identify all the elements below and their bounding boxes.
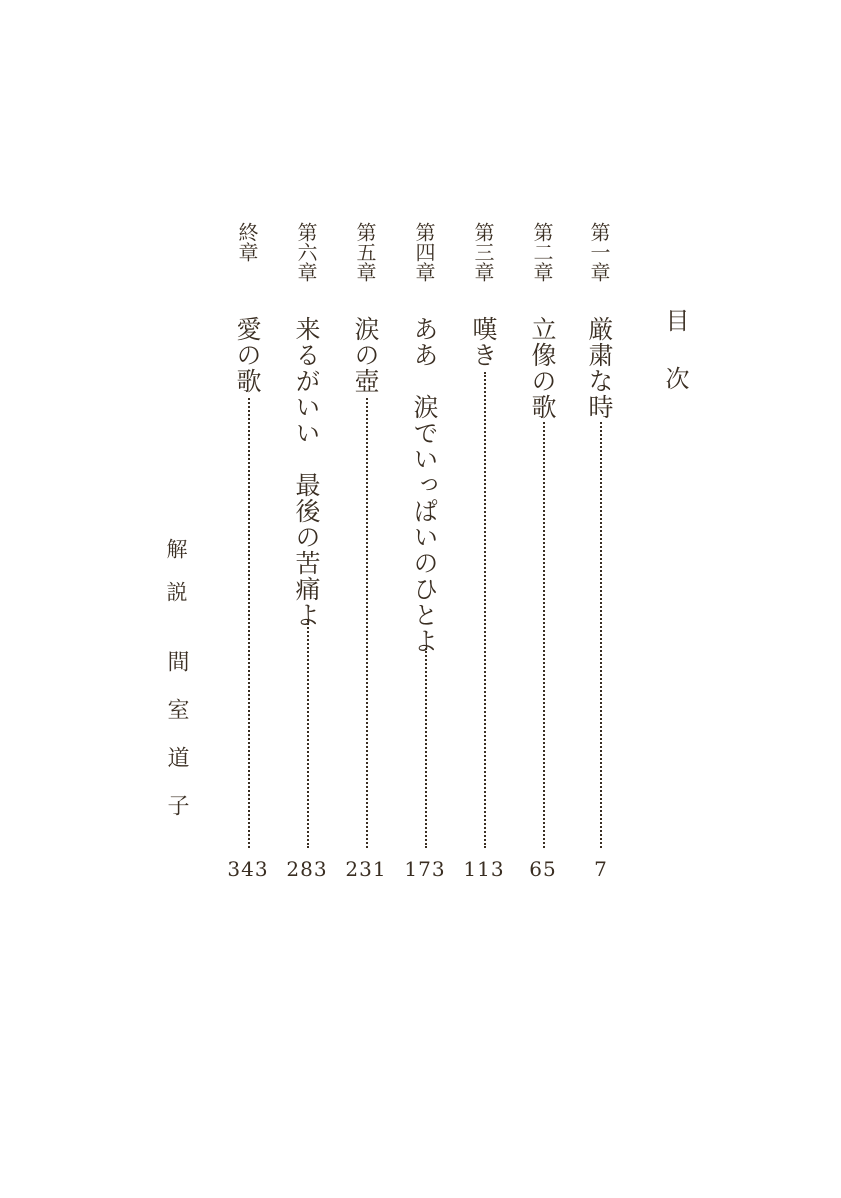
page-number: 173 [404,857,446,881]
chapter-title: 来るがいい 最後の苦痛よ [292,316,321,628]
dot-leader [366,398,368,848]
dot-leader [484,372,486,848]
dot-leader [425,648,427,848]
chapter-number: 第二章 [530,222,554,282]
chapter-number: 第三章 [471,222,495,282]
chapter-title: 愛の歌 [233,316,262,394]
page-number: 65 [529,857,557,881]
chapter-number: 第五章 [353,222,377,282]
page-number: 231 [345,857,387,881]
page-number: 343 [227,857,269,881]
toc-title: 目次 [661,308,689,424]
dot-leader [307,620,309,848]
chapter-title: 嘆き [469,316,498,368]
dot-leader [600,422,602,848]
chapter-title: 立像の歌 [528,316,557,420]
chapter-number: 第四章 [412,222,436,282]
chapter-title: 厳粛な時 [585,316,614,420]
page-number: 113 [463,857,505,881]
chapter-number: 第六章 [294,222,318,282]
chapter-title: ああ 涙でいっぱいのひとよ [410,316,439,654]
commentary-author: 間室道子 [164,650,189,842]
page-number: 7 [594,857,608,881]
dot-leader [543,422,545,848]
page-number: 283 [286,857,328,881]
commentary-label: 解説 [164,538,188,624]
chapter-title: 涙の壺 [351,316,380,394]
dot-leader [248,398,250,848]
chapter-number: 終章 [235,222,259,262]
chapter-number: 第一章 [587,222,611,282]
